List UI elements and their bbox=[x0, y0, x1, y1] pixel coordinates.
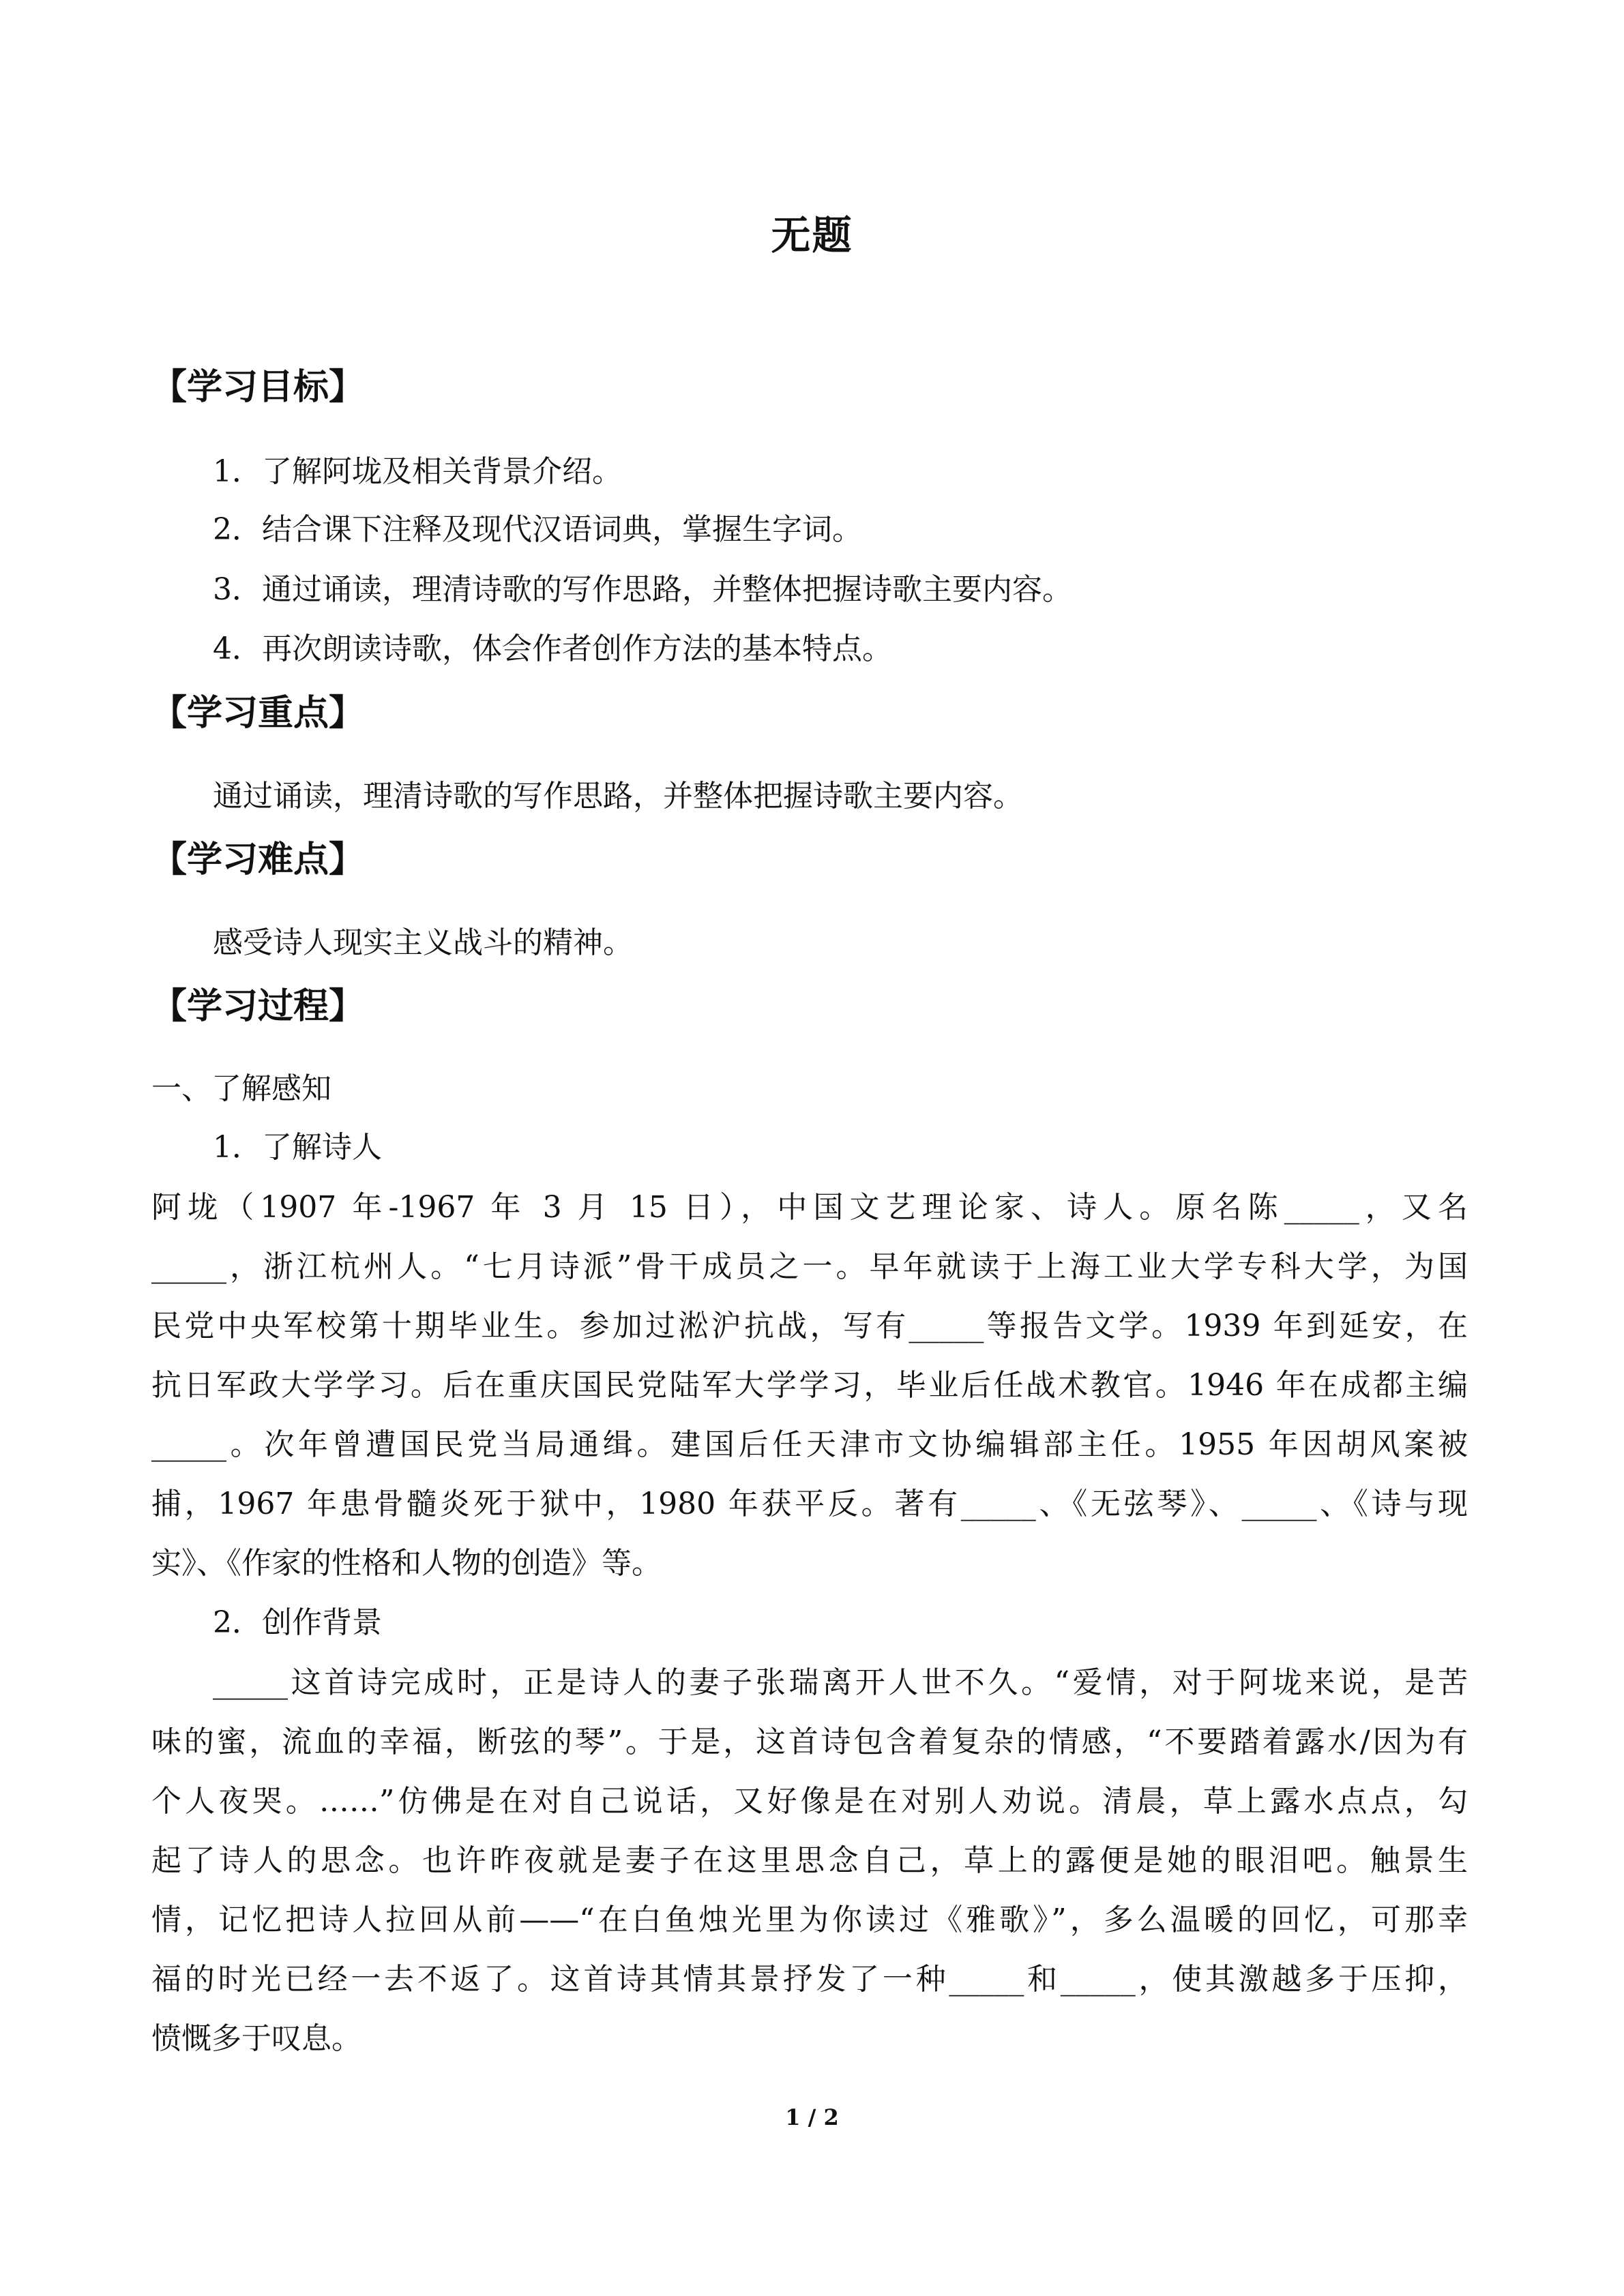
poet-paragraph-line: _____。次年曾遭国民党当局通缉。建国后任天津市文协编辑部主任。1955 年因胡风案被 bbox=[151, 1427, 1468, 1462]
poet-paragraph-line: 阿垅（1907 年-1967 年 3 月 15 日），中国文艺理论家、诗人。原名陈_____，又名 bbox=[151, 1190, 1468, 1225]
subsection-poet-title: 1．了解诗人 bbox=[213, 1130, 382, 1165]
background-paragraph-line: 个人夜哭。……”仿佛是在对自己说话，又好像是在对别人劝说。清晨，草上露水点点，勾 bbox=[151, 1784, 1468, 1819]
poet-paragraph-line: 民党中央军校第十期毕业生。参加过淞沪抗战，写有_____等报告文学。1939 年到延安，在 bbox=[151, 1309, 1468, 1343]
heading-learning-goals: 【学习目标】 bbox=[151, 367, 365, 408]
key-points-text: 通过诵读，理清诗歌的写作思路，并整体把握诗歌主要内容。 bbox=[213, 779, 1023, 814]
background-paragraph-line: 福的时光已经一去不返了。这首诗其情其景抒发了一种_____和_____，使其激越多于压抑， bbox=[151, 1962, 1468, 1997]
poet-paragraph-line: 捕，1967 年患骨髓炎死于狱中，1980 年获平反。著有_____、《无弦琴》、_____、《诗与现 bbox=[151, 1487, 1468, 1521]
difficulties-text: 感受诗人现实主义战斗的精神。 bbox=[213, 925, 633, 960]
goal-item-3: 3．通过诵读，理清诗歌的写作思路，并整体把握诗歌主要内容。 bbox=[213, 572, 1072, 607]
part-one-title: 一、了解感知 bbox=[151, 1071, 331, 1106]
goal-item-4: 4．再次朗读诗歌，体会作者创作方法的基本特点。 bbox=[213, 631, 892, 666]
document-title: 无题 bbox=[771, 212, 853, 258]
goal-item-2: 2．结合课下注释及现代汉语词典，掌握生字词。 bbox=[213, 512, 862, 547]
background-paragraph-line: 愤慨多于叹息。 bbox=[151, 2021, 361, 2056]
goal-item-1: 1．了解阿垅及相关背景介绍。 bbox=[213, 454, 622, 489]
poet-paragraph-line: 实》、《作家的性格和人物的创造》等。 bbox=[151, 1546, 662, 1581]
subsection-background-title: 2．创作背景 bbox=[213, 1605, 382, 1640]
poet-paragraph-line: _____，浙江杭州人。“七月诗派”骨干成员之一。早年就读于上海工业大学专科大学，为国 bbox=[151, 1249, 1468, 1284]
heading-key-points: 【学习重点】 bbox=[151, 693, 365, 734]
poet-paragraph-line: 抗日军政大学学习。后在重庆国民党陆军大学学习，毕业后任战术教官。1946 年在成都主编 bbox=[151, 1368, 1468, 1403]
background-paragraph-line: 情，记忆把诗人拉回从前——“在白鱼烛光里为你读过《雅歌》”，多么温暖的回忆，可那幸 bbox=[151, 1903, 1468, 1937]
background-paragraph-line: 起了诗人的思念。也许昨夜就是妻子在这里思念自己，草上的露便是她的眼泪吧。触景生 bbox=[151, 1843, 1468, 1878]
heading-learning-process: 【学习过程】 bbox=[151, 986, 365, 1027]
page-number: 1 / 2 bbox=[785, 2104, 839, 2130]
background-paragraph-line: _____这首诗完成时，正是诗人的妻子张瑞离开人世不久。“爱情，对于阿垅来说，是苦 bbox=[213, 1665, 1468, 1700]
heading-difficulties: 【学习难点】 bbox=[151, 839, 365, 880]
background-paragraph-line: 味的蜜，流血的幸福，断弦的琴”。于是，这首诗包含着复杂的情感，“不要踏着露水/因为有 bbox=[151, 1725, 1468, 1759]
